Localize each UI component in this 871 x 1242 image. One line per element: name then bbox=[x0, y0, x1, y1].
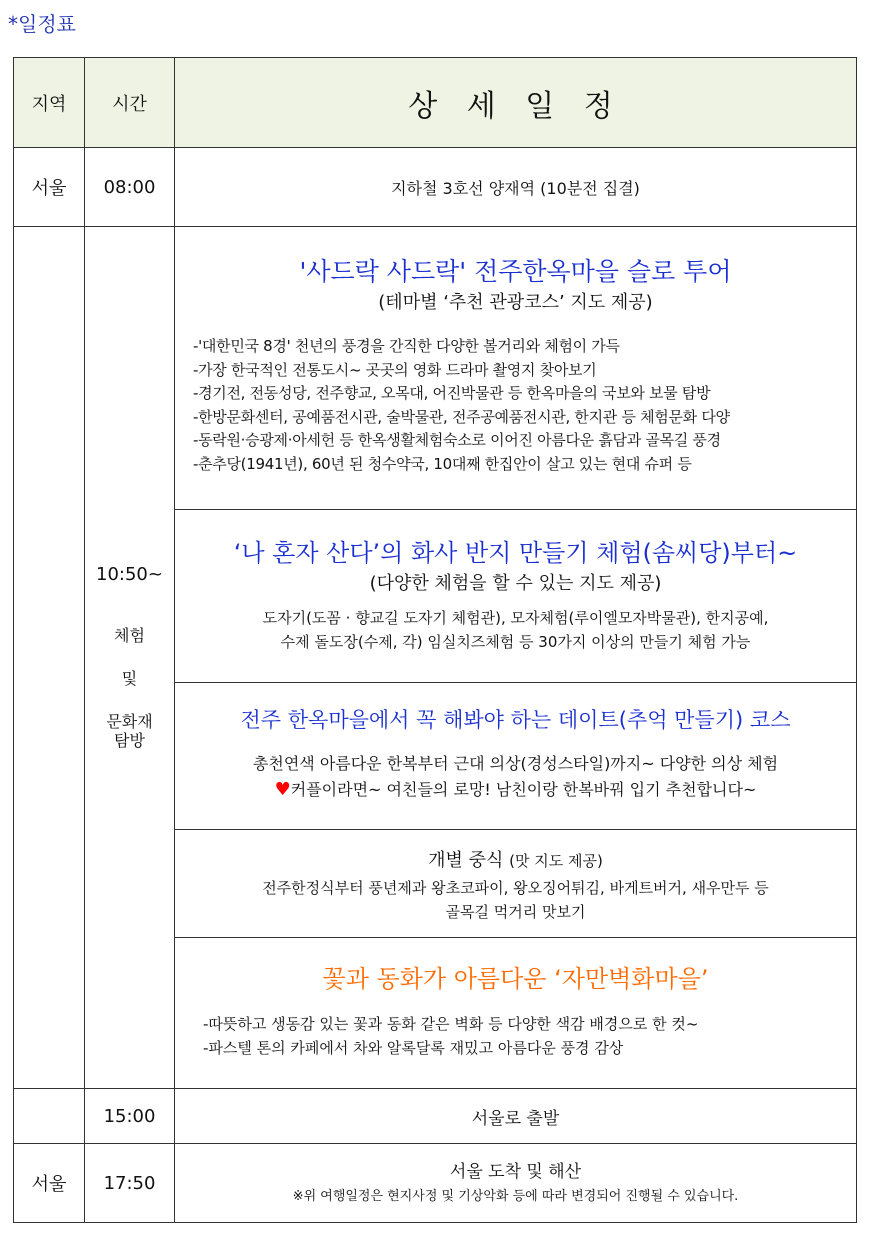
list-item: -따뜻하고 생동감 있는 꽃과 동화 같은 벽화 등 다양한 색감 배경으로 한 컷~ bbox=[203, 1015, 699, 1033]
list-item: -한방문화센터, 공예품전시관, 술박물관, 전주공예품전시관, 한지관 등 체험문화 다양 bbox=[193, 407, 730, 426]
region-cell-empty bbox=[14, 227, 85, 1089]
ring-making-desc bbox=[175, 606, 856, 654]
desc-line: 전주한정식부터 풍년제과 왕초코파이, 왕오징어튀김, 바게트버거, 새우만두 등 bbox=[262, 879, 769, 897]
header-row bbox=[14, 58, 857, 148]
mural-village-title: 꽃과 동화가 아름다운 ‘자만벽화마을’ bbox=[322, 965, 709, 993]
header-detail: 상 세 일 정 bbox=[175, 58, 857, 148]
list-item: -춘추당(1941년), 60년 된 청수약국, 10대째 한집안이 살고 있는 현대 슈퍼 등 bbox=[193, 454, 692, 473]
region-cell bbox=[14, 1089, 85, 1144]
date-course-title: 전주 한옥마을에서 꼭 해봐야 하는 데이트(추억 만들기) 코스 bbox=[240, 708, 791, 732]
date-course-desc bbox=[175, 751, 856, 803]
list-item: -'대한민국 8경' 천년의 풍경을 간직한 다양한 볼거리와 체험이 가득 bbox=[193, 337, 620, 355]
header-region: 지역 bbox=[14, 58, 85, 148]
experience-detail-cell bbox=[175, 227, 857, 1089]
table-row bbox=[14, 148, 857, 227]
detail-cell: 지하철 3호선 양재역 (10분전 집결) bbox=[175, 148, 857, 227]
lunch-desc bbox=[175, 876, 856, 924]
list-item: -파스텔 톤의 카페에서 차와 알록달록 재밌고 아름다운 풍경 감상 bbox=[203, 1039, 624, 1057]
hanok-tour-title: '사드락 사드락' 전주한옥마을 슬로 투어 bbox=[299, 257, 732, 286]
heart-icon: ♥ bbox=[274, 779, 291, 800]
lunch-block bbox=[175, 830, 856, 938]
date-course-block bbox=[175, 683, 856, 830]
region-cell: 서울 bbox=[14, 148, 85, 227]
mural-village-block bbox=[175, 938, 856, 1088]
ring-making-title: ‘나 혼자 산다’의 화사 반지 만들기 체험(솜씨당)부터~ bbox=[233, 539, 798, 567]
arrival-text: 서울 도착 및 해산 bbox=[449, 1162, 582, 1182]
lunch-title-note: (맛 지도 제공) bbox=[509, 852, 603, 870]
desc-line: 총천연색 아름다운 한복부터 근대 의상(경성스타일)까지~ 다양한 의상 체험 bbox=[252, 754, 779, 773]
table-row-experience bbox=[14, 227, 857, 1089]
lunch-title bbox=[175, 848, 856, 874]
list-item: -동락원·승광제·아세헌 등 한옥생활체험숙소로 이어진 아름다운 흙담과 골목길 풍경 bbox=[193, 431, 721, 449]
desc-line-heart bbox=[175, 777, 856, 803]
time-cell-experience bbox=[85, 227, 175, 1089]
schedule-table bbox=[13, 57, 857, 1223]
desc-line: 수제 돌도장(수제, 각) 임실치즈체험 등 30가지 이상의 만들기 체험 가능 bbox=[280, 633, 751, 651]
list-item: -가장 한국적인 전통도시~ 곳곳의 영화 드라마 촬영지 찾아보기 bbox=[193, 360, 597, 379]
desc-line: 도자기(도꼼 · 향교길 도자기 체험관), 모자체험(루이엘모자박물관), 한지공예, bbox=[262, 609, 769, 627]
table-row bbox=[14, 1089, 857, 1144]
desc-line: 골목길 먹거리 맛보기 bbox=[445, 903, 586, 921]
experience-label-2: 및 bbox=[121, 669, 138, 689]
desc-text: 커플이라면~ 여친들의 로망! 남친이랑 한복바꿔 입기 추천합니다~ bbox=[290, 780, 757, 799]
region-cell: 서울 bbox=[14, 1144, 85, 1223]
detail-cell bbox=[175, 1144, 857, 1223]
time-cell: 08:00 bbox=[85, 148, 175, 227]
hanok-tour-subtitle: (테마별 ‘추천 관광코스’ 지도 제공) bbox=[378, 292, 653, 313]
detail-cell: 서울로 출발 bbox=[175, 1089, 857, 1144]
hanok-tour-block bbox=[175, 227, 856, 510]
experience-label-3: 문화재 bbox=[106, 712, 153, 732]
notice-text: ※위 여행일정은 현지사정 및 기상악화 등에 따라 변경되어 진행될 수 있습니다. bbox=[292, 1189, 739, 1204]
lunch-title-text: 개별 중식 bbox=[428, 850, 504, 871]
list-item: -경기전, 전동성당, 전주향교, 오목대, 어진박물관 등 한옥마을의 국보와 보물 탐방 bbox=[193, 384, 711, 402]
table-row bbox=[14, 1144, 857, 1223]
time-cell: 17:50 bbox=[85, 1144, 175, 1223]
experience-label-1: 체험 bbox=[114, 625, 145, 645]
ring-making-block bbox=[175, 510, 856, 683]
experience-time: 10:50~ bbox=[96, 564, 163, 586]
ring-making-subtitle: (다양한 체험을 할 수 있는 지도 제공) bbox=[369, 573, 662, 594]
time-cell: 15:00 bbox=[85, 1089, 175, 1144]
page-title: *일정표 bbox=[8, 12, 76, 36]
hanok-tour-list bbox=[175, 335, 856, 476]
experience-label-4: 탐방 bbox=[114, 731, 145, 751]
mural-village-list bbox=[175, 1012, 856, 1060]
header-time: 시간 bbox=[85, 58, 175, 148]
